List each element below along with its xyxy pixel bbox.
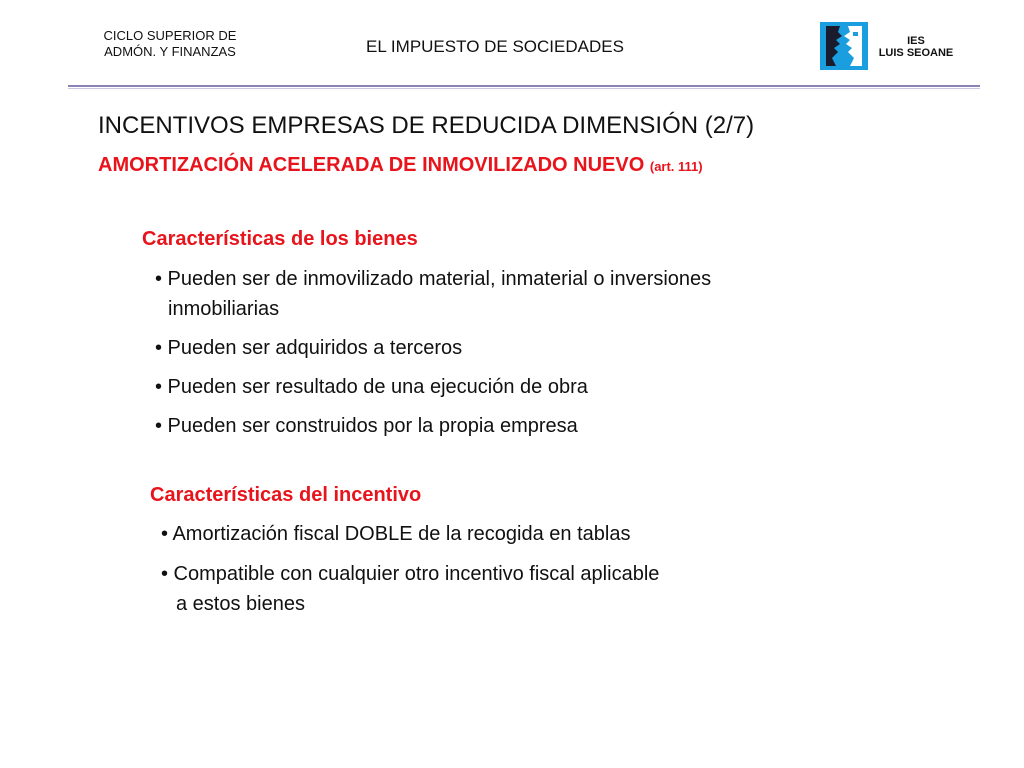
list-item-continuation: a estos bienes: [176, 593, 305, 615]
course-name-line1: CICLO SUPERIOR DE: [103, 28, 237, 43]
list-item: • Amortización fiscal DOBLE de la recogida en tablas: [161, 523, 631, 545]
article-reference: (art. 111): [649, 159, 703, 174]
list-item: • Pueden ser de inmovilizado material, inmaterial o inversiones: [155, 268, 712, 290]
slide-title: INCENTIVOS EMPRESAS DE REDUCIDA DIMENSIÓN (2/7): [98, 112, 755, 139]
slide-subtitle: [98, 154, 703, 177]
course-name-line2: ADMÓN. Y FINANZAS: [104, 44, 236, 59]
header-title: EL IMPUESTO DE SOCIEDADES: [366, 37, 624, 56]
header-divider-shadow: [68, 88, 980, 89]
list-item: • Pueden ser adquiridos a terceros: [155, 337, 463, 359]
list-item: • Pueden ser resultado de una ejecución de obra: [155, 376, 588, 398]
section-heading-incentive: Características del incentivo: [150, 484, 422, 506]
list-item: • Compatible con cualquier otro incentivo fiscal aplicable: [161, 563, 660, 585]
school-name: [866, 35, 966, 59]
school-name-line1: IES: [907, 35, 925, 47]
course-name: [70, 28, 270, 60]
list-item: • Pueden ser construidos por la propia empresa: [155, 415, 578, 437]
school-logo-icon: [820, 22, 868, 70]
header-divider: [68, 85, 980, 87]
section-heading-assets: Características de los bienes: [142, 228, 418, 250]
slide-subtitle-text: AMORTIZACIÓN ACELERADA DE INMOVILIZADO NUEVO: [98, 154, 645, 176]
list-item-continuation: inmobiliarias: [168, 298, 280, 320]
school-name-line2: LUIS SEOANE: [878, 47, 954, 59]
